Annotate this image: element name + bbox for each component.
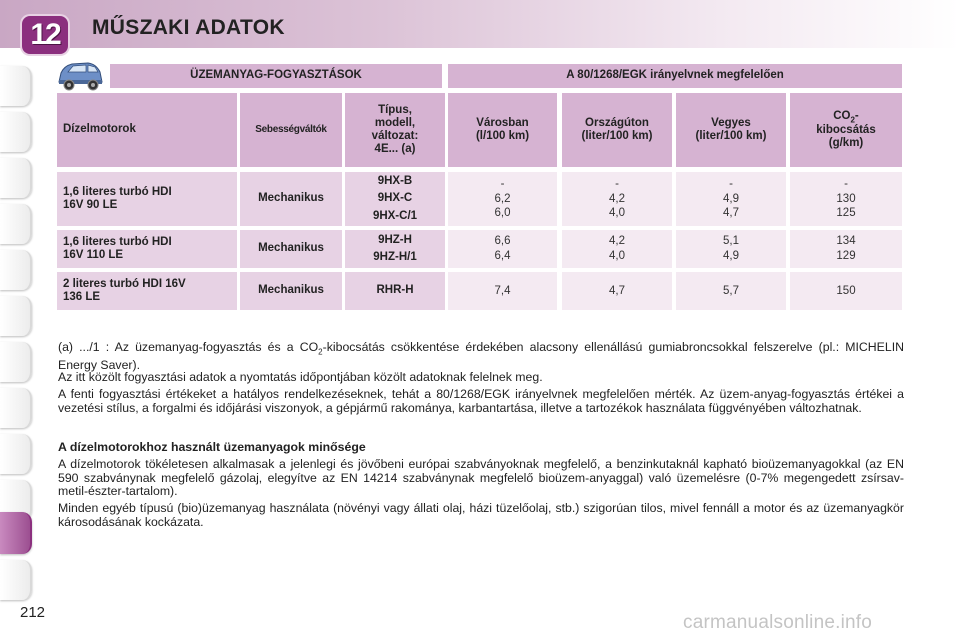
column-header-mixed: Vegyes (liter/100 km) [676, 93, 786, 167]
table-row-3-types: RHR-H [345, 272, 445, 310]
table-row-2-road: 4,2 4,0 [562, 230, 672, 268]
side-tab-2[interactable] [0, 112, 32, 152]
paragraph-prohibited-fuels: Minden egyéb típusú (bio)üzemanyag használata (növényi vagy állati olaj, házi tüzelőolaj, stb.) szigorúan tilos, mivel fennáll a motor és az üzemanyagkör károsodásának kockázata. [58, 501, 904, 529]
table-row-1-types: 9HX-B 9HX-C 9HX-C/1 [345, 172, 445, 226]
table-row-2-mixed: 5,1 4,9 [676, 230, 786, 268]
paragraph-biofuels: A dízelmotorok tökéletesen alkalmasak a jelenlegi és jövőbeni európai szabványoknak megfelelő, a benzinkutaknál kapható bioüzemanyagokkal (az EN 590 szabványnak megfelelő gázolaj, elegyítve az EN 14214 szabványnak megfelelő bioüzem-anyaggal) való üzemelésre (0-7% megengedett zsírsav-metil-észter-tartalom). [58, 457, 904, 499]
side-tab-8[interactable] [0, 388, 32, 428]
table-row-3-co2: 150 [790, 272, 902, 310]
table-row-1-road: - 4,2 4,0 [562, 172, 672, 226]
table-row-3-road: 4,7 [562, 272, 672, 310]
column-header-engine: Dízelmotorok [57, 93, 237, 167]
side-tab-3[interactable] [0, 158, 32, 198]
page-number: 212 [20, 604, 46, 621]
side-tab-9[interactable] [0, 434, 32, 474]
column-header-type: Típus, modell, változat: 4E... (a) [345, 93, 445, 167]
table-row-1-engine: 1,6 literes turbó HDI 16V 90 LE [57, 172, 237, 226]
note-a: (a) .../1 : Az üzemanyag-fogyasztás és a $CO_2$-kibocsátás csökkentése érdekében alacsony ellenállású gumiabroncsokkal felszerelve (pl.: MICHELIN Energy Saver). [58, 340, 905, 373]
column-header-co2: $CO_2-$ kibocsátás (g/km) [790, 93, 902, 167]
side-tab-6[interactable] [0, 296, 32, 336]
paragraph-data-validity: Az itt közölt fogyasztási adatok a nyomtatás időpontjában közölt adatoknak felelnek meg. [58, 370, 543, 384]
table-row-2-city: 6,6 6,4 [448, 230, 557, 268]
table-row-1-city: - 6,2 6,0 [448, 172, 557, 226]
table-banner-consumption: ÜZEMANYAG-FOGYASZTÁSOK [110, 64, 442, 88]
side-tab-7[interactable] [0, 342, 32, 382]
table-banner-directive: A 80/1268/EGK irányelvnek megfelelően [448, 64, 902, 88]
column-header-city: Városban (l/100 km) [448, 93, 557, 167]
watermark: carmanualsonline.info [683, 612, 873, 633]
table-row-2-engine: 1,6 literes turbó HDI 16V 110 LE [57, 230, 237, 268]
table-row-2-types: 9HZ-H 9HZ-H/1 [345, 230, 445, 268]
table-row-3-gearbox: Mechanikus [240, 272, 342, 310]
page-title: MŰSZAKI ADATOK [92, 16, 285, 39]
table-row-3-engine: 2 literes turbó HDI 16V 136 LE [57, 272, 237, 310]
paragraph-measurement: A fenti fogyasztási értékeket a hatályos rendelkezéseknek, tehát a 80/1268/EGK irányelvnek megfelelően mérték. Az üzem-anyag-fogyasztás értékei a vezetési stílus, a forgalmi és időjárási viszonyok, a gépjármű rakománya, karbantartása, illetve a tartozékok használata függvényében változhatnak. [58, 387, 904, 415]
table-row-2-gearbox: Mechanikus [240, 230, 342, 268]
table-row-1-mixed: - 4,9 4,7 [676, 172, 786, 226]
table-row-1-co2: - 130 125 [790, 172, 902, 226]
table-row-3-city: 7,4 [448, 272, 557, 310]
chapter-badge: 12 [22, 16, 68, 54]
side-tab-1[interactable] [0, 66, 32, 106]
table-row-1-gearbox: Mechanikus [240, 172, 342, 226]
table-row-3-mixed: 5,7 [676, 272, 786, 310]
car-icon [56, 58, 104, 92]
side-tab-4[interactable] [0, 204, 32, 244]
column-header-road: Országúton (liter/100 km) [562, 93, 672, 167]
table-row-2-co2: 134 129 [790, 230, 902, 268]
column-header-gearbox: Sebességváltók [240, 93, 342, 167]
section-heading-fuel-quality: A dízelmotorokhoz használt üzemanyagok minősége [58, 440, 366, 454]
side-tab-5[interactable] [0, 250, 32, 290]
side-tab-12[interactable] [0, 560, 32, 600]
side-tab-active[interactable] [0, 512, 32, 554]
